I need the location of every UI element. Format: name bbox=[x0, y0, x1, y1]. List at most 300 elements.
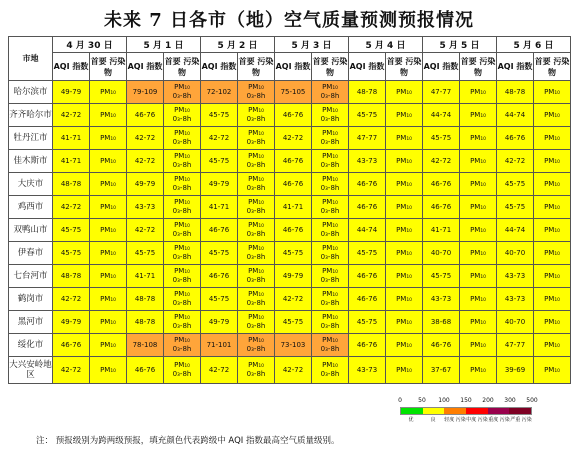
legend-label: 中度 污染 bbox=[466, 417, 488, 423]
table-row bbox=[9, 173, 571, 196]
pollutant-cell bbox=[238, 288, 275, 311]
aqi-cell: 48-78 bbox=[497, 81, 534, 104]
legend-label: 轻度 污染 bbox=[444, 417, 466, 423]
pollutant-cell bbox=[386, 81, 423, 104]
legend-swatch bbox=[509, 408, 531, 414]
aqi-cell: 44-74 bbox=[423, 104, 460, 127]
pollutant-cell bbox=[238, 127, 275, 150]
city-name: 双鸭山市 bbox=[9, 219, 53, 242]
pollutant-cell bbox=[460, 196, 497, 219]
pollutant-label: 0₃-8h bbox=[172, 92, 192, 100]
pollutant-label: PM₁₀ bbox=[396, 317, 412, 326]
aqi-cell: 40-70 bbox=[423, 242, 460, 265]
pollutant-cell bbox=[238, 334, 275, 357]
pollutant-cell bbox=[90, 288, 127, 311]
aqi-cell: 73-103 bbox=[275, 334, 312, 357]
pollutant-cell bbox=[460, 173, 497, 196]
pollutant-cell bbox=[386, 242, 423, 265]
aqi-cell: 43-73 bbox=[497, 288, 534, 311]
date-header: 5 月 5 日 bbox=[423, 37, 497, 53]
pollutant-label: 0₃-8h bbox=[172, 370, 192, 378]
pollutant-label: PM₁₀ bbox=[470, 365, 486, 374]
pollutant-cell bbox=[90, 242, 127, 265]
pollutant-label: PM₁₀ bbox=[248, 336, 264, 344]
pollutant-cell bbox=[386, 334, 423, 357]
pollutant-cell bbox=[164, 127, 201, 150]
pollutant-label: PM₁₀ bbox=[100, 365, 116, 374]
pollutant-label: PM₁₀ bbox=[100, 340, 116, 349]
pollutant-label: PM₁₀ bbox=[470, 294, 486, 303]
city-name: 哈尔滨市 bbox=[9, 81, 53, 104]
pollutant-cell bbox=[312, 219, 349, 242]
table-row bbox=[9, 265, 571, 288]
pollutant-label: PM₁₀ bbox=[470, 110, 486, 119]
pollutant-cell bbox=[534, 150, 571, 173]
pollutant-cell bbox=[534, 104, 571, 127]
pollutant-label: PM₁₀ bbox=[544, 317, 560, 326]
pollutant-cell bbox=[164, 357, 201, 384]
aqi-cell: 44-74 bbox=[349, 219, 386, 242]
aqi-cell: 46-76 bbox=[423, 196, 460, 219]
pollutant-label: PM₁₀ bbox=[322, 336, 338, 344]
pollutant-label: PM₁₀ bbox=[396, 110, 412, 119]
pollutant-label: PM₁₀ bbox=[100, 179, 116, 188]
aqi-cell: 43-73 bbox=[497, 265, 534, 288]
aqi-cell: 49-79 bbox=[127, 173, 164, 196]
aqi-cell: 49-79 bbox=[53, 81, 90, 104]
pollutant-label: 0₃-8h bbox=[320, 92, 340, 100]
pollutant-label: 0₃-8h bbox=[320, 207, 340, 215]
pollutant-cell bbox=[460, 265, 497, 288]
city-name: 绥化市 bbox=[9, 334, 53, 357]
pollutant-label: PM₁₀ bbox=[322, 267, 338, 275]
pollutant-label: PM₁₀ bbox=[100, 87, 116, 96]
aqi-cell: 45-75 bbox=[349, 242, 386, 265]
pollutant-cell bbox=[386, 357, 423, 384]
pollutant-label: PM₁₀ bbox=[322, 221, 338, 229]
pollutant-label: 0₃-8h bbox=[246, 322, 266, 330]
pollutant-label: 0₃-8h bbox=[246, 115, 266, 123]
city-name: 伊春市 bbox=[9, 242, 53, 265]
pollutant-cell bbox=[460, 334, 497, 357]
pollutant-cell bbox=[90, 104, 127, 127]
aqi-cell: 45-75 bbox=[349, 104, 386, 127]
pollutant-label: PM₁₀ bbox=[544, 365, 560, 374]
pollutant-cell bbox=[164, 150, 201, 173]
pollutant-label: PM₁₀ bbox=[174, 267, 190, 275]
legend-tick: 300 bbox=[504, 397, 516, 404]
pollutant-cell bbox=[460, 242, 497, 265]
legend-tick: 0 bbox=[398, 397, 402, 404]
pollutant-label: PM₁₀ bbox=[396, 271, 412, 280]
pollutant-label: PM₁₀ bbox=[544, 87, 560, 96]
pollutant-cell bbox=[312, 81, 349, 104]
pollutant-cell bbox=[90, 196, 127, 219]
pollutant-cell bbox=[386, 173, 423, 196]
legend-swatch bbox=[444, 408, 466, 414]
pollutant-label: PM₁₀ bbox=[248, 221, 264, 229]
pollutant-label: 0₃-8h bbox=[172, 230, 192, 238]
pollutant-cell bbox=[238, 81, 275, 104]
pollutant-cell bbox=[312, 334, 349, 357]
pollutant-cell bbox=[460, 127, 497, 150]
pollutant-cell bbox=[90, 357, 127, 384]
pollutant-cell bbox=[312, 196, 349, 219]
aqi-cell: 42-72 bbox=[497, 150, 534, 173]
aqi-cell: 41-71 bbox=[201, 196, 238, 219]
table-row bbox=[9, 288, 571, 311]
table-row bbox=[9, 81, 571, 104]
pollutant-label: 0₃-8h bbox=[246, 207, 266, 215]
aqi-cell: 45-75 bbox=[275, 311, 312, 334]
aqi-cell: 46-76 bbox=[127, 104, 164, 127]
pollutant-label: 0₃-8h bbox=[320, 299, 340, 307]
pollutant-label: PM₁₀ bbox=[544, 110, 560, 119]
aqi-subheader: AQI 指数 bbox=[201, 53, 238, 81]
pollutant-label: PM₁₀ bbox=[248, 106, 264, 114]
pollutant-label: PM₁₀ bbox=[100, 317, 116, 326]
pollutant-label: PM₁₀ bbox=[248, 244, 264, 252]
page-title: 未来 7 日各市（地）空气质量预测预报情况 bbox=[103, 10, 475, 31]
aqi-legend bbox=[398, 397, 538, 423]
aqi-cell: 44-74 bbox=[497, 219, 534, 242]
pollutant-cell bbox=[534, 81, 571, 104]
pollutant-label: PM₁₀ bbox=[322, 129, 338, 137]
pollutant-cell bbox=[238, 357, 275, 384]
aqi-cell: 48-78 bbox=[53, 265, 90, 288]
aqi-cell: 49-79 bbox=[201, 311, 238, 334]
pollutant-label: PM₁₀ bbox=[322, 175, 338, 183]
aqi-cell: 49-79 bbox=[275, 265, 312, 288]
city-column-header: 市地 bbox=[9, 37, 53, 81]
pollutant-cell bbox=[90, 265, 127, 288]
pollutant-label: PM₁₀ bbox=[396, 365, 412, 374]
pollutant-label: PM₁₀ bbox=[248, 267, 264, 275]
pollutant-cell bbox=[460, 81, 497, 104]
aqi-cell: 43-73 bbox=[349, 357, 386, 384]
city-name: 黑河市 bbox=[9, 311, 53, 334]
pollutant-label: PM₁₀ bbox=[544, 156, 560, 165]
aqi-cell: 46-76 bbox=[423, 334, 460, 357]
pollutant-cell bbox=[164, 196, 201, 219]
pollutant-label: PM₁₀ bbox=[174, 106, 190, 114]
pollutant-subheader: 首要 污染物 bbox=[164, 53, 201, 81]
pollutant-label: PM₁₀ bbox=[470, 225, 486, 234]
pollutant-label: PM₁₀ bbox=[544, 294, 560, 303]
aqi-subheader: AQI 指数 bbox=[423, 53, 460, 81]
aqi-cell: 42-72 bbox=[53, 288, 90, 311]
pollutant-label: 0₃-8h bbox=[320, 322, 340, 330]
aqi-subheader: AQI 指数 bbox=[127, 53, 164, 81]
aqi-cell: 46-76 bbox=[201, 265, 238, 288]
pollutant-cell bbox=[386, 196, 423, 219]
aqi-subheader: AQI 指数 bbox=[349, 53, 386, 81]
city-name: 大兴安岭地区 bbox=[9, 357, 53, 384]
pollutant-label: PM₁₀ bbox=[544, 202, 560, 211]
city-name: 佳木斯市 bbox=[9, 150, 53, 173]
city-name: 齐齐哈尔市 bbox=[9, 104, 53, 127]
pollutant-cell bbox=[238, 196, 275, 219]
pollutant-label: 0₃-8h bbox=[172, 184, 192, 192]
table-row bbox=[9, 219, 571, 242]
pollutant-label: PM₁₀ bbox=[470, 179, 486, 188]
pollutant-cell bbox=[460, 150, 497, 173]
legend-ticks bbox=[398, 397, 538, 407]
aqi-cell: 46-76 bbox=[201, 219, 238, 242]
pollutant-cell bbox=[164, 288, 201, 311]
pollutant-cell bbox=[238, 150, 275, 173]
pollutant-label: 0₃-8h bbox=[246, 276, 266, 284]
date-header: 5 月 4 日 bbox=[349, 37, 423, 53]
pollutant-cell bbox=[90, 150, 127, 173]
aqi-cell: 41-71 bbox=[53, 127, 90, 150]
pollutant-cell bbox=[386, 288, 423, 311]
aqi-cell: 46-76 bbox=[275, 104, 312, 127]
pollutant-label: PM₁₀ bbox=[100, 294, 116, 303]
pollutant-subheader: 首要 污染物 bbox=[238, 53, 275, 81]
pollutant-label: PM₁₀ bbox=[174, 221, 190, 229]
aqi-cell: 71-101 bbox=[201, 334, 238, 357]
pollutant-label: 0₃-8h bbox=[172, 138, 192, 146]
aqi-cell: 48-78 bbox=[127, 311, 164, 334]
pollutant-cell bbox=[312, 311, 349, 334]
legend-tick: 150 bbox=[460, 397, 472, 404]
aqi-subheader: AQI 指数 bbox=[53, 53, 90, 81]
aqi-cell: 49-79 bbox=[53, 311, 90, 334]
legend-label: 良 bbox=[430, 417, 436, 423]
pollutant-cell bbox=[460, 311, 497, 334]
pollutant-label: 0₃-8h bbox=[172, 161, 192, 169]
aqi-cell: 45-75 bbox=[349, 311, 386, 334]
aqi-cell: 42-72 bbox=[275, 288, 312, 311]
legend-swatch bbox=[423, 408, 445, 414]
pollutant-label: 0₃-8h bbox=[320, 115, 340, 123]
pollutant-label: 0₃-8h bbox=[172, 253, 192, 261]
legend-label: 重度 污染 bbox=[488, 417, 510, 423]
table-row bbox=[9, 104, 571, 127]
pollutant-cell bbox=[386, 311, 423, 334]
aqi-cell: 47-77 bbox=[497, 334, 534, 357]
pollutant-label: PM₁₀ bbox=[174, 244, 190, 252]
legend-label: 优 bbox=[408, 417, 414, 423]
pollutant-cell bbox=[534, 242, 571, 265]
pollutant-label: PM₁₀ bbox=[544, 133, 560, 142]
pollutant-label: PM₁₀ bbox=[470, 317, 486, 326]
aqi-cell: 42-72 bbox=[127, 150, 164, 173]
pollutant-cell bbox=[312, 265, 349, 288]
pollutant-cell bbox=[164, 173, 201, 196]
pollutant-label: PM₁₀ bbox=[470, 202, 486, 211]
aqi-cell: 41-71 bbox=[423, 219, 460, 242]
pollutant-cell bbox=[534, 288, 571, 311]
pollutant-label: PM₁₀ bbox=[396, 294, 412, 303]
pollutant-label: PM₁₀ bbox=[396, 248, 412, 257]
pollutant-cell bbox=[534, 334, 571, 357]
pollutant-label: 0₃-8h bbox=[320, 230, 340, 238]
pollutant-label: PM₁₀ bbox=[470, 87, 486, 96]
pollutant-label: PM₁₀ bbox=[100, 133, 116, 142]
pollutant-label: PM₁₀ bbox=[174, 129, 190, 137]
aqi-cell: 46-76 bbox=[349, 196, 386, 219]
aqi-cell: 43-73 bbox=[127, 196, 164, 219]
pollutant-cell bbox=[164, 311, 201, 334]
pollutant-label: PM₁₀ bbox=[100, 110, 116, 119]
pollutant-label: 0₃-8h bbox=[246, 370, 266, 378]
pollutant-cell bbox=[386, 265, 423, 288]
pollutant-label: PM₁₀ bbox=[470, 156, 486, 165]
city-name: 大庆市 bbox=[9, 173, 53, 196]
legend-label: 严重 污染 bbox=[510, 417, 532, 423]
pollutant-cell bbox=[534, 173, 571, 196]
pollutant-label: PM₁₀ bbox=[174, 175, 190, 183]
pollutant-label: PM₁₀ bbox=[174, 198, 190, 206]
aqi-cell: 44-74 bbox=[497, 104, 534, 127]
pollutant-label: 0₃-8h bbox=[172, 322, 192, 330]
pollutant-label: PM₁₀ bbox=[248, 83, 264, 91]
aqi-cell: 41-71 bbox=[127, 265, 164, 288]
legend-swatch bbox=[401, 408, 423, 414]
aqi-cell: 42-72 bbox=[53, 357, 90, 384]
aqi-cell: 48-78 bbox=[53, 173, 90, 196]
aqi-cell: 46-76 bbox=[349, 288, 386, 311]
pollutant-label: PM₁₀ bbox=[322, 198, 338, 206]
pollutant-cell bbox=[90, 173, 127, 196]
pollutant-label: 0₃-8h bbox=[320, 253, 340, 261]
aqi-cell: 46-76 bbox=[349, 265, 386, 288]
aqi-cell: 45-75 bbox=[423, 127, 460, 150]
aqi-cell: 46-76 bbox=[127, 357, 164, 384]
pollutant-label: 0₃-8h bbox=[320, 184, 340, 192]
aqi-cell: 47-77 bbox=[423, 81, 460, 104]
aqi-cell: 46-76 bbox=[275, 173, 312, 196]
pollutant-label: PM₁₀ bbox=[544, 225, 560, 234]
aqi-cell: 48-78 bbox=[349, 81, 386, 104]
pollutant-label: PM₁₀ bbox=[174, 313, 190, 321]
pollutant-label: PM₁₀ bbox=[396, 225, 412, 234]
pollutant-label: PM₁₀ bbox=[248, 129, 264, 137]
pollutant-label: PM₁₀ bbox=[396, 179, 412, 188]
pollutant-label: PM₁₀ bbox=[248, 175, 264, 183]
pollutant-label: PM₁₀ bbox=[322, 361, 338, 369]
aqi-cell: 39-69 bbox=[497, 357, 534, 384]
aqi-cell: 45-75 bbox=[423, 265, 460, 288]
aqi-cell: 41-71 bbox=[275, 196, 312, 219]
pollutant-label: PM₁₀ bbox=[396, 87, 412, 96]
city-name: 鹤岗市 bbox=[9, 288, 53, 311]
pollutant-label: PM₁₀ bbox=[470, 133, 486, 142]
pollutant-cell bbox=[238, 311, 275, 334]
date-header: 5 月 3 日 bbox=[275, 37, 349, 53]
aqi-cell: 46-76 bbox=[349, 334, 386, 357]
pollutant-cell bbox=[238, 265, 275, 288]
aqi-cell: 42-72 bbox=[201, 357, 238, 384]
pollutant-label: PM₁₀ bbox=[174, 152, 190, 160]
table-row bbox=[9, 311, 571, 334]
aqi-cell: 45-75 bbox=[201, 288, 238, 311]
aqi-cell: 46-76 bbox=[275, 219, 312, 242]
pollutant-label: PM₁₀ bbox=[248, 198, 264, 206]
pollutant-cell bbox=[534, 127, 571, 150]
aqi-cell: 38-68 bbox=[423, 311, 460, 334]
table-row bbox=[9, 357, 571, 384]
pollutant-label: PM₁₀ bbox=[174, 290, 190, 298]
pollutant-cell bbox=[90, 219, 127, 242]
pollutant-label: 0₃-8h bbox=[246, 253, 266, 261]
aqi-cell: 45-75 bbox=[201, 104, 238, 127]
table-row bbox=[9, 334, 571, 357]
legend-tick: 50 bbox=[418, 397, 426, 404]
table-row bbox=[9, 127, 571, 150]
city-name: 七台河市 bbox=[9, 265, 53, 288]
pollutant-cell bbox=[90, 334, 127, 357]
pollutant-label: 0₃-8h bbox=[172, 207, 192, 215]
pollutant-label: PM₁₀ bbox=[544, 179, 560, 188]
pollutant-label: PM₁₀ bbox=[544, 271, 560, 280]
pollutant-cell bbox=[164, 81, 201, 104]
aqi-cell: 43-73 bbox=[349, 150, 386, 173]
pollutant-subheader: 首要 污染物 bbox=[312, 53, 349, 81]
pollutant-label: 0₃-8h bbox=[320, 345, 340, 353]
pollutant-label: PM₁₀ bbox=[322, 290, 338, 298]
pollutant-cell bbox=[312, 357, 349, 384]
aqi-cell: 72-102 bbox=[201, 81, 238, 104]
aqi-cell: 46-76 bbox=[53, 334, 90, 357]
table-header bbox=[9, 37, 571, 81]
pollutant-cell bbox=[312, 104, 349, 127]
pollutant-cell bbox=[312, 127, 349, 150]
pollutant-label: 0₃-8h bbox=[172, 345, 192, 353]
pollutant-cell bbox=[312, 150, 349, 173]
pollutant-cell bbox=[164, 104, 201, 127]
aqi-cell: 48-78 bbox=[127, 288, 164, 311]
table-row bbox=[9, 150, 571, 173]
pollutant-label: 0₃-8h bbox=[320, 138, 340, 146]
legend-swatch bbox=[466, 408, 488, 414]
pollutant-label: 0₃-8h bbox=[246, 138, 266, 146]
pollutant-cell bbox=[90, 81, 127, 104]
pollutant-label: PM₁₀ bbox=[322, 313, 338, 321]
pollutant-label: PM₁₀ bbox=[100, 248, 116, 257]
table-body bbox=[9, 81, 571, 384]
pollutant-label: PM₁₀ bbox=[544, 340, 560, 349]
pollutant-label: 0₃-8h bbox=[246, 92, 266, 100]
pollutant-label: PM₁₀ bbox=[248, 152, 264, 160]
pollutant-label: 0₃-8h bbox=[172, 299, 192, 307]
pollutant-label: 0₃-8h bbox=[172, 276, 192, 284]
pollutant-cell bbox=[460, 357, 497, 384]
pollutant-cell bbox=[238, 242, 275, 265]
footnote: 注： 预报级别为跨两级预报，填充颜色代表跨级中 AQI 指数最高空气质量级别。 bbox=[36, 436, 340, 446]
pollutant-cell bbox=[534, 196, 571, 219]
pollutant-label: PM₁₀ bbox=[248, 361, 264, 369]
aqi-cell: 46-76 bbox=[497, 127, 534, 150]
pollutant-label: PM₁₀ bbox=[396, 133, 412, 142]
pollutant-cell bbox=[312, 242, 349, 265]
pollutant-cell bbox=[238, 104, 275, 127]
pollutant-subheader: 首要 污染物 bbox=[90, 53, 127, 81]
pollutant-cell bbox=[460, 219, 497, 242]
pollutant-cell bbox=[164, 242, 201, 265]
aqi-cell: 45-75 bbox=[53, 219, 90, 242]
aqi-cell: 79-109 bbox=[127, 81, 164, 104]
aqi-cell: 37-67 bbox=[423, 357, 460, 384]
pollutant-label: PM₁₀ bbox=[100, 271, 116, 280]
date-header: 5 月 6 日 bbox=[497, 37, 571, 53]
pollutant-cell bbox=[534, 265, 571, 288]
pollutant-cell bbox=[386, 104, 423, 127]
aqi-cell: 42-72 bbox=[275, 357, 312, 384]
pollutant-subheader: 首要 污染物 bbox=[534, 53, 571, 81]
